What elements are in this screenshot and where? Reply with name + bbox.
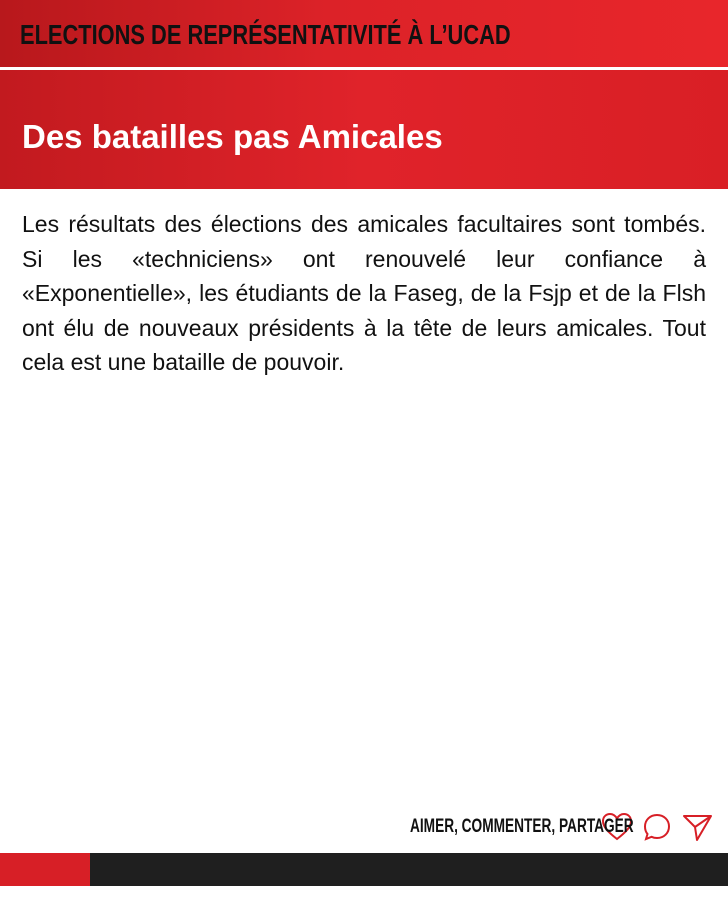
- comment-icon[interactable]: [640, 810, 674, 844]
- kicker-title: ELECTIONS DE REPRÉSENTATIVITÉ À L’UCAD: [20, 19, 511, 50]
- footer-accent-bar: [0, 853, 90, 886]
- footer-dark-bar: [90, 853, 728, 886]
- share-icon[interactable]: [680, 810, 714, 844]
- social-cta: [323, 805, 728, 849]
- headline-title: Des batailles pas Amicales: [22, 118, 443, 155]
- cta-label: AIMER, COMMENTER, PARTAGER: [410, 816, 634, 837]
- article-body: Les résultats des élections des amicales facultaires sont tombés. Si les «techniciens» ont renouvelé leur confiance à «Exponentielle», les étudiants de la Faseg, de la Fsjp et de la Flsh ont élu de nouveaux présidents à la tête de leurs amicales. Tout cela est une bataille de pouvoir.: [22, 211, 706, 375]
